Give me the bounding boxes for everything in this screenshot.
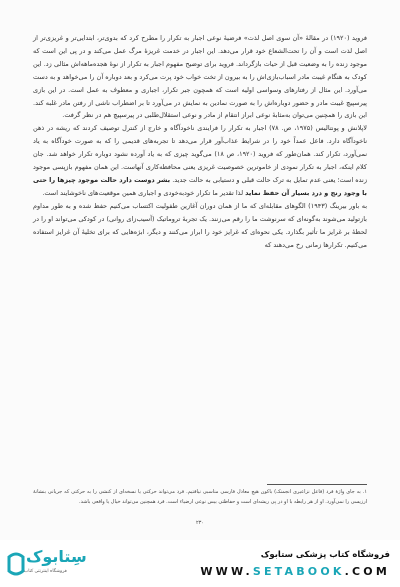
logo-wordmark: سِتابوک (26, 547, 87, 566)
footnote-divider (267, 484, 367, 485)
paragraph-2: لاپلانش و پونتالیس (۱۹۷۵، ص. ۷۸) اجبار به تکرار را فرایندی ناخودآگاه و خارج از کنترل توصیف کردند که ریشه در ذهن ناخودآگاه دارد. فاعل عمداً خود را در شرایط عذاب‌آور قرار می‌دهد تا تجربه‌های قدیمی را که به صورت خودآگاه به یاد نمی‌آورد، تکرار کند. همان‌طور که فروید (۱۹۲۰، ص ۱۸) می‌گوید چیزی که به یاد آورده نشود دوباره تکرار خواهد شد. جان کلام اینکه، اجبار به تکرار نمودی از خاموترین خصوصیت غریزی یعنی محافظه‌کاری آنهاست. این همان مفهوم بازپسی موجود زنده است؛ یعنی عدم تمایل به ترک حالت قبلی و دستیابی به حالت جدید. بشر دوست دارد حالت موجود چیزها را حتی با وجود رنج و درد بسیار آن حفظ نماید لذا تقدیر ما تکرار خودبه‌خودی و اجباری همین موقعیت‌های ناخوشایند است. (33, 124, 368, 197)
url-accent: SETABOOK (252, 565, 345, 578)
url-suffix: .COM (344, 565, 390, 578)
paragraph-1: فروید (۱۹۲۰) در مقالهٔ «آن سوی اصل لذت» فرضیهٔ نوعی اجبار به تکرار را مطرح کرد که بدوی‌تر، ابتدایی‌تر و غریزی‌تر از اصل لذت است و آن را تحت‌الشعاع خود قرار می‌دهد. این اجبار در خدمت غریزهٔ مرگ عمل می‌کند و در پی این است که موجود زنده را به وضعیت قبل از حیات بازگرداند. فروید برای توضیح مفهوم اجبار به تکرار از نوهٔ هجده‌ماهه‌اش مثالی زد. این کودک به هنگام غیبت مادر اسباب‌بازی‌اش را به بیرون از تخت خواب خود پرت می‌کرد و بعد دوباره آن را می‌خواهد و به دست می‌آورد. این مثال از رفتارهای وسواسی اولیه است که همچون جبر تکرار، اجباری و معطوف به عمل است. در این بازی پیرسپیچ غیبت مادر و حضور دوباره‌اش را به صورت نمادین به نمایش در می‌آورد تا بر اضطراب ناشی از رفتن مادر غلبه کند. این بازی را همچنین می‌توان به‌مثابهٔ نوعی ابراز انتقام از مادر و نوعی استقلال‌طلبی در پیرسپیچ هم در نظر گرفت. (33, 34, 368, 120)
bold-phrase: بشر دوست دارد حالت موجود چیزها را حتی با وجود رنج و درد بسیار آن حفظ نماید (33, 175, 367, 197)
footnote: ۱. به جای واژهٔ فرد (فاعل نزاعیری انجمنک) باکون هیچ معادل فارسی مناسبی نیافتیم. فرد می‌تواند حرکتی یا نسخه‌ای از کنشی را به حرکتی که جریانی بنشانهٔ ارزیسی را نمی‌آورد. او از هر رابطه با او در پی ریشه‌ای است و حفاظتی بیس نوعی ارضیاء است. فرد همچنین می‌تواند خیال یا واقعی باشد. (33, 489, 367, 505)
page-number: ۲۳۰ (195, 520, 205, 526)
paragraph-3: به باور بیرینگ (۱۹۴۳) الگوهای مقابله‌ای که ما از همان دوران آغازین طفولیت اکتساب می‌کنیم حفظ شده و به طور مداوم بازتولید می‌شوند به‌گونه‌ای که سرنوشت ما را رقم می‌زنند. یک تجربهٔ تروماتیک (آسیب‌زای روانی) در کودکی می‌تواند او را در لحظهٔ بر غرایز ما تأثیر بگذارد. یکی نحوه‌ای که غرایز خود را ابراز می‌کنند و دیگر، ابژه‌هایی که برای تخلیهٔ آن غرایز استفاده می‌کنیم. تکرارها زمانی رخ می‌دهند که (33, 201, 368, 249)
store-name: فروشگاه کتاب پزشکی ستابوک (260, 550, 390, 560)
url-prefix: WWW. (200, 565, 253, 578)
logo-icon (6, 549, 26, 579)
store-footer (0, 542, 400, 587)
body-text (33, 32, 367, 251)
store-url[interactable] (200, 565, 390, 578)
setabook-logo[interactable] (6, 545, 88, 583)
logo-subtitle: فروشگاه اینترنتی کتاب (24, 569, 67, 574)
